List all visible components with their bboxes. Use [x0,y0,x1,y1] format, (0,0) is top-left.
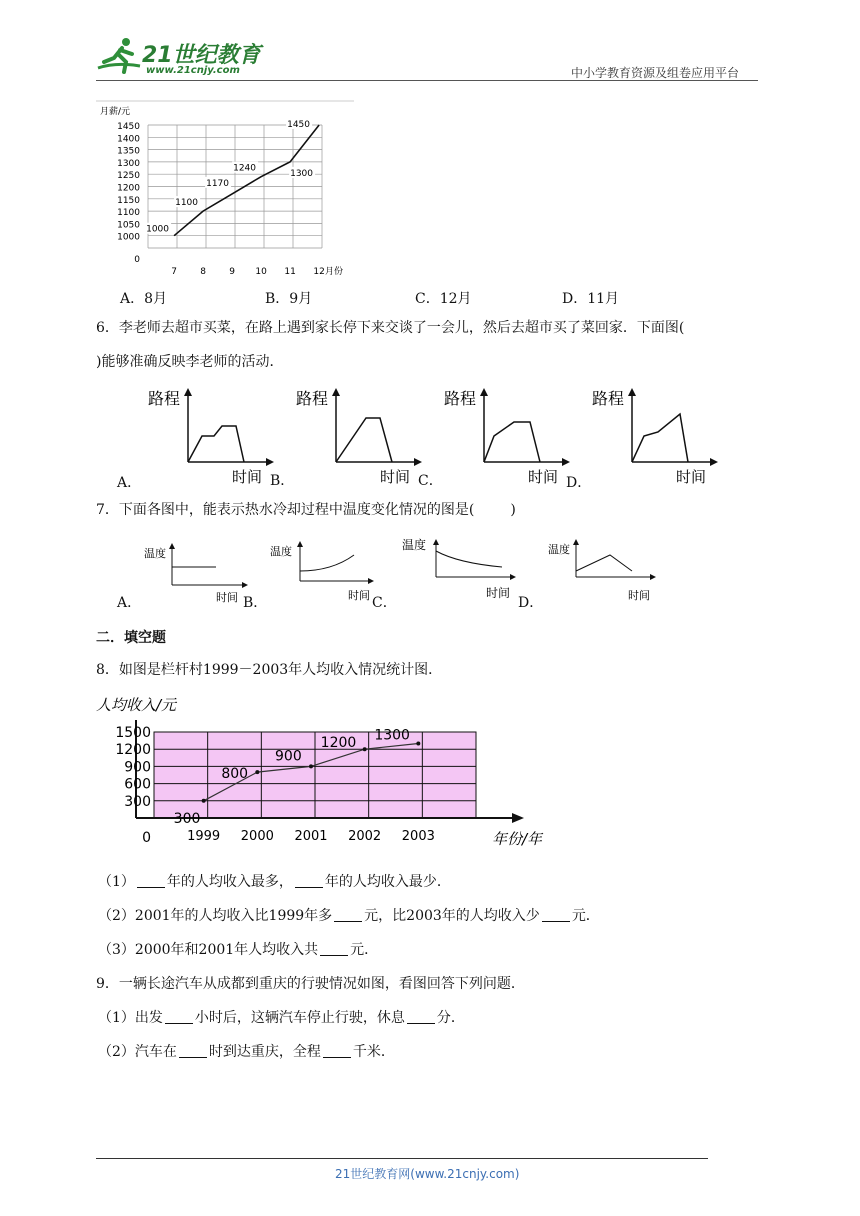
salary-y-tick: 1000 [117,232,140,243]
footer-divider [96,1158,708,1159]
salary-y-tick: 1450 [117,122,140,132]
q8-sub1-end: 年的人均收入最少． [324,874,451,890]
q7-option-b[interactable]: B． [243,595,268,611]
q6-graph-d-ylabel: 路程 [592,389,625,408]
q8-sub2-blank1[interactable] [334,907,362,922]
income-x-arrow [512,813,524,823]
q6-option-d[interactable]: D． [566,475,592,491]
q5-option-d[interactable]: D．11月 [562,291,620,307]
income-data-label: 900 [275,748,302,765]
q9-sub1-prefix: （1）出发 [98,1010,163,1026]
salary-y-tick: 1100 [117,208,140,219]
q8-sub1-mid: 年的人均收入最多， [166,874,293,890]
salary-y-tick: 1200 [117,183,140,194]
q9-sub2-prefix: （2）汽车在 [98,1044,177,1060]
income-point [416,741,420,745]
q6-graph-d[interactable] [592,388,718,486]
header-logo [96,36,266,80]
q7-option-c[interactable]: C． [372,595,397,611]
income-point [363,747,367,751]
q8-sub2-blank2[interactable] [542,907,570,922]
q6-graph-b-ylabel: 路程 [296,389,329,408]
q9-sub1 [98,1008,465,1028]
income-data-label: 1200 [320,735,357,752]
platform-name: 中小学教育资源及组卷应用平台 [571,66,740,80]
q8-sub3-blank1[interactable] [320,941,348,956]
q8-sub1-prefix: （1） [98,874,135,890]
q7-graph-a-xlabel: 时间 [216,591,238,604]
q6-graph-a-ylabel: 路程 [148,389,181,408]
q6-option-a[interactable]: A． [117,475,142,491]
income-x-tick: 2001 [294,829,328,844]
income-point [255,770,259,774]
q9-sub1-mid: 小时后，这辆汽车停止行驶，休息 [194,1010,405,1026]
q6-text-line1: 6．李老师去超市买菜，在路上遇到家长停下来交谈了一会儿，然后去超市买了菜回家．下面图( [96,320,685,336]
header-divider [96,80,758,81]
q9-sub2 [98,1042,395,1062]
q8-sub3 [98,940,378,960]
salary-data-label: 1300 [290,168,314,179]
salary-x-label: 月份 [324,267,344,277]
logo-title: 21世纪教育 [142,43,261,68]
q9-sub2-end: 千米． [352,1044,395,1060]
income-chart [96,688,543,860]
q7-graph-d-xlabel: 时间 [628,589,650,602]
salary-chart-ylabel: 月薪/元 [100,107,131,117]
income-y-tick: 900 [124,759,151,776]
q6-graph-b-xlabel: 时间 [380,468,411,486]
q9-sub1-blank1[interactable] [165,1009,193,1024]
q8-sub2-mid: 元，比2003年的人均收入少 [364,908,540,924]
income-x-tick: 2003 [401,829,435,844]
q7-graph-d-ylabel: 温度 [548,543,570,556]
q7-graph-c-ylabel: 温度 [402,538,427,552]
q8-sub1-blank1[interactable] [137,873,165,888]
salary-y-tick: 1250 [117,171,140,182]
salary-y-tick: 1400 [117,134,140,145]
q6-graph-b[interactable] [296,388,422,486]
q7-graph-c[interactable] [402,537,516,600]
q7-graph-a[interactable] [144,543,248,604]
income-x-tick: 2002 [348,829,382,844]
q6-text-line2: )能够准确反映李老师的活动． [96,354,284,370]
q8-sub3-prefix: （3）2000年和2001年人均收入共 [98,942,319,958]
q6-graph-d-xlabel: 时间 [676,468,707,486]
salary-y-tick: 1350 [117,146,140,157]
salary-data-label: 1240 [233,163,257,174]
q7-option-d[interactable]: D． [518,595,544,611]
q9-text: 9．一辆长途汽车从成都到重庆的行驶情况如图，看图回答下列问题． [96,976,525,992]
salary-y-tick: 1050 [117,220,140,231]
q9-sub2-blank2[interactable] [323,1043,351,1058]
q6-graph-a-xlabel: 时间 [232,468,263,486]
q7-option-a[interactable]: A． [117,595,142,611]
q7-text [96,500,516,520]
q6-graph-c-ylabel: 路程 [444,389,477,408]
salary-x-tick: 8 [200,267,206,277]
income-x-tick: 2000 [240,829,274,844]
income-x-tick: 1999 [187,829,221,844]
salary-chart [96,100,366,280]
q7-graph-d[interactable] [548,539,656,602]
q7-graph-a-ylabel: 温度 [144,547,166,560]
q6-graphs [110,380,790,490]
footer-text[interactable]: 21世纪教育网(www.21cnjy.com) [335,1167,520,1181]
q8-sub2-prefix: （2）2001年的人均收入比1999年多 [98,908,333,924]
salary-y-tick: 0 [134,255,140,265]
income-point [309,764,313,768]
salary-series-line [174,125,319,236]
q7-graph-b-xlabel: 时间 [348,589,370,602]
q5-option-c[interactable]: C．12月 [415,291,472,307]
q8-sub3-end: 元． [350,942,379,958]
q6-graph-c-xlabel: 时间 [528,468,559,486]
q7-graph-b-ylabel: 温度 [270,545,292,558]
q9-sub1-end: 分． [436,1010,465,1026]
income-data-label: 300 [173,810,201,827]
q6-graph-a[interactable] [148,388,274,486]
q9-sub2-mid: 时到达重庆，全程 [208,1044,321,1060]
q7-text-main: 7．下面各图中，能表示热水冷却过程中温度变化情况的图是( [96,502,475,518]
salary-data-label: 1000 [146,224,170,235]
runner-logo-icon [96,36,146,76]
salary-data-label: 1100 [175,198,199,209]
q7-graph-b[interactable] [270,541,374,602]
salary-x-tick: 9 [229,267,235,277]
q9-sub1-blank2[interactable] [407,1009,435,1024]
q6-option-b[interactable]: B． [270,473,295,489]
q8-text: 8．如图是栏杆村1999－2003年人均收入情况统计图． [96,662,443,678]
income-y-tick: 600 [124,776,151,793]
salary-y-tick: 1300 [117,158,140,169]
q6-graph-c[interactable] [444,388,570,486]
q8-sub1 [98,872,451,892]
salary-data-label: 1170 [206,178,230,189]
q6-option-c[interactable]: C． [418,473,443,489]
income-y-tick: 1500 [115,725,151,741]
q9-sub2-blank1[interactable] [179,1043,207,1058]
salary-x-tick: 10 [255,267,267,277]
salary-x-tick: 11 [284,267,296,277]
salary-data-label: 1450 [287,120,311,130]
income-x-label: 年份/年 [492,830,543,848]
q8-sub2 [98,906,600,926]
salary-x-tick: 12 [313,267,325,277]
income-y-tick: 0 [142,830,151,846]
q5-option-a[interactable]: A．8月 [120,291,168,307]
salary-x-tick: 7 [171,267,177,277]
section-fill-in-title: 二．填空题 [96,630,166,646]
income-chart-ylabel: 人均收入/元 [96,696,177,714]
logo-url: www.21cnjy.com [146,65,240,76]
income-data-label: 800 [221,766,249,783]
q5-option-b[interactable]: B．9月 [265,291,313,307]
q7-graphs [110,535,770,610]
income-y-tick: 300 [124,793,151,810]
q7-text-end: ) [510,502,516,518]
income-y-tick: 1200 [115,742,151,759]
salary-y-tick: 1150 [117,195,140,206]
income-point [202,799,206,803]
q8-sub2-end: 元． [571,908,600,924]
q7-graph-c-xlabel: 时间 [486,586,511,600]
q8-sub1-blank2[interactable] [295,873,323,888]
income-data-label: 1300 [374,727,410,744]
